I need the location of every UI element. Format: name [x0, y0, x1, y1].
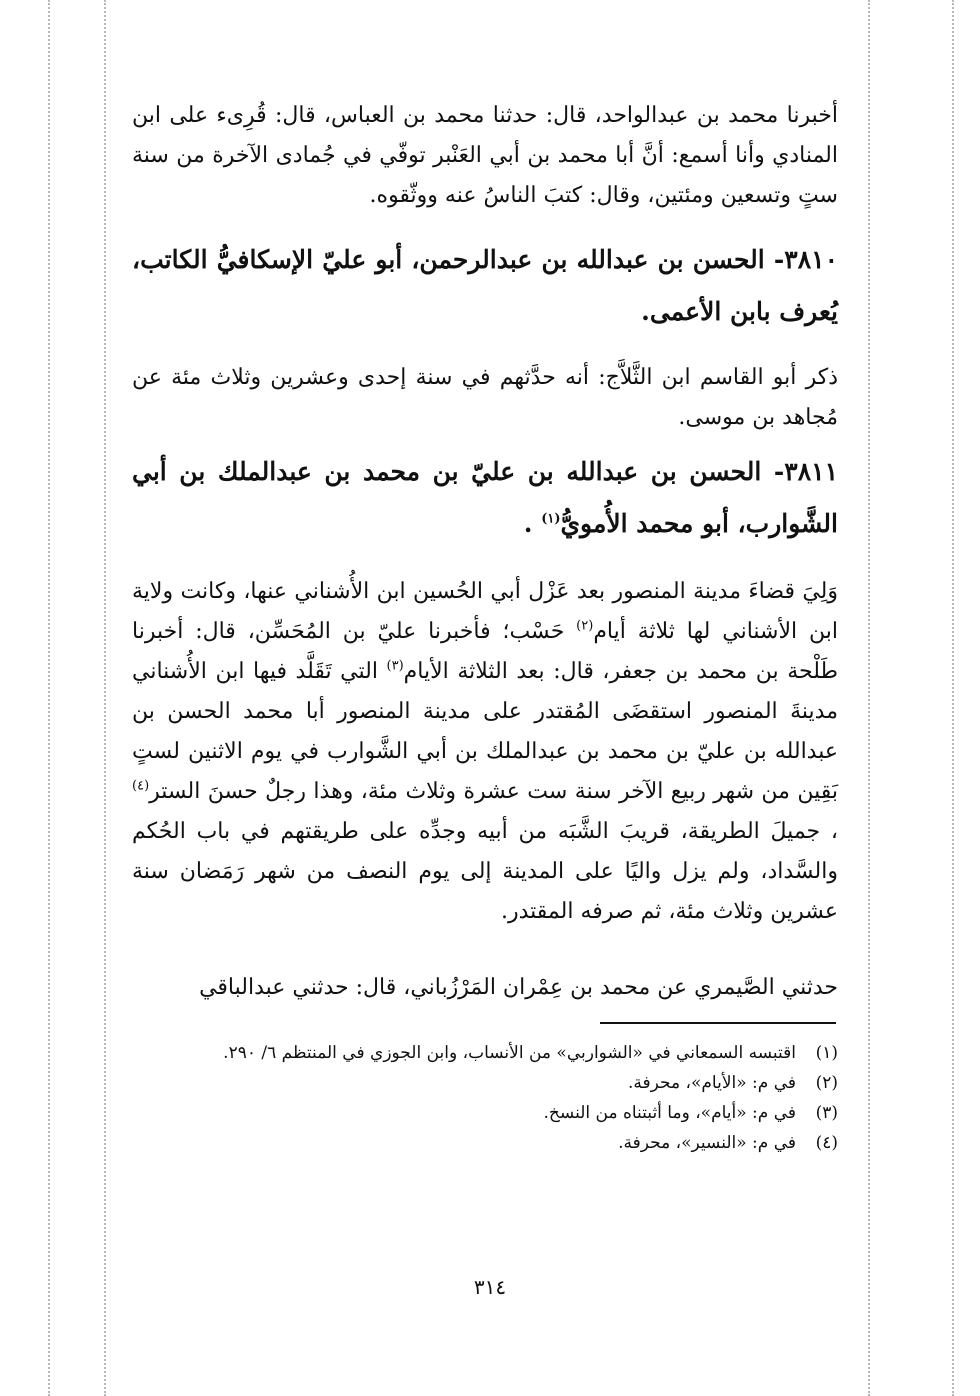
margin-dotted-line	[104, 0, 106, 1396]
footnote-ref: (٣)	[386, 658, 404, 674]
margin-dotted-line	[868, 0, 870, 1396]
footnote-separator	[600, 1022, 836, 1024]
intro-paragraph: أخبرنا محمد بن عبدالواحد، قال: حدثنا محمد بن العباس، قال: قُرِىء على ابن المنادي وأنا أسمع: أنَّ أبا محمد بن أبي العَنْبر توفّي في جُمادى الآخرة من سنة ستٍ وتسعين ومئتين، وقال: كتبَ الناسُ عنه ووثّقوه.	[132, 103, 839, 208]
footnote-item	[132, 1098, 838, 1128]
footnote-number: (٤)	[815, 1133, 838, 1153]
footnote-text: في م: «أيام»، وما أثبتناه من النسخ.	[543, 1103, 796, 1123]
footnote-number: (١)	[815, 1043, 838, 1063]
entry-heading-3811	[132, 446, 838, 550]
footnote-ref: (٤)	[132, 778, 150, 794]
footnote-text: اقتبسه السمعاني في «الشواربي» من الأنساب، وابن الجوزي في المنتظم ٦/ ٢٩٠.	[223, 1043, 796, 1063]
entry-heading-3810: ٣٨١٠- الحسن بن عبدالله بن عبدالرحمن، أبو عليّ الإسكافيُّ الكاتب، يُعرف بابن الأعمى.	[132, 245, 838, 326]
footnotes	[132, 1038, 838, 1158]
entry-heading-text: ٣٨١١- الحسن بن عبدالله بن عليّ بن محمد بن عبدالملك بن أبي الشَّوارب، أبو محمد الأُمويُّ	[132, 457, 838, 538]
footnote-item	[132, 1128, 838, 1158]
margin-dotted-line	[952, 0, 954, 1396]
body-text: ، جميلَ الطريقة، قريبَ الشَّبَه من أبيه وجدِّه على طريقتهم في باب الحُكم والسَّداد، ولم يزل واليًا على المدينة إلى يوم النصف من شهر رَمَضان سنة عشرين وثلاث مئة، ثم صرفه المقتدر.	[132, 819, 838, 924]
footnote-ref: (١)	[541, 511, 561, 527]
entry-body-3810: ذكر أبو القاسم ابن الثَّلاَّج: أنه حدَّثهم في سنة إحدى وعشرين وثلاث مئة عن مُجاهد بن موسى.	[132, 365, 838, 430]
body-text: حَسْب؛ فأخبرنا عليّ بن المُحَسِّن، قال: أخبرنا طَلْحة بن محمد بن جعفر، قال: بعد الثلاثة الأيام	[132, 619, 838, 684]
footnote-text: في م: «الأيام»، محرفة.	[627, 1073, 796, 1093]
footnote-text: في م: «النسير»، محرفة.	[618, 1133, 796, 1153]
footnote-number: (٣)	[815, 1103, 838, 1123]
continuation-paragraph: حدثني الصَّيمري عن محمد بن عِمْران المَرْزُباني، قال: حدثني عبدالباقي	[199, 975, 838, 1000]
footnote-item	[132, 1068, 838, 1098]
footnote-number: (٢)	[815, 1073, 838, 1093]
entry-body-3811	[132, 572, 838, 932]
page-number: ٣١٤	[473, 1275, 507, 1299]
body-text: التي تَقَلَّد فيها ابن الأُشناني مدينةَ المنصور استقضَى المُقتدر على مدينة المنصور أبا محمد الحسن بن عبدالله بن عليّ بن محمد بن عبدالملك بن أبي الشَّوارب في يوم الاثنين لستٍ بَقِين من شهر ربيع الآخر سنة ست عشرة وثلاث مئة، وهذا رجلٌ حسنَ الستر	[132, 659, 838, 804]
footnote-ref: (٢)	[576, 618, 594, 634]
body-text: وَلِيَ قضاءَ مدينة المنصور بعد عَزْل أبي الحُسين ابن الأُشناني عنها، وكانت ولاية ابن الأشناني لها ثلاثة أيام	[132, 579, 838, 644]
margin-dotted-line	[48, 0, 50, 1396]
entry-heading-end: .	[523, 509, 542, 538]
footnote-item	[132, 1038, 838, 1068]
